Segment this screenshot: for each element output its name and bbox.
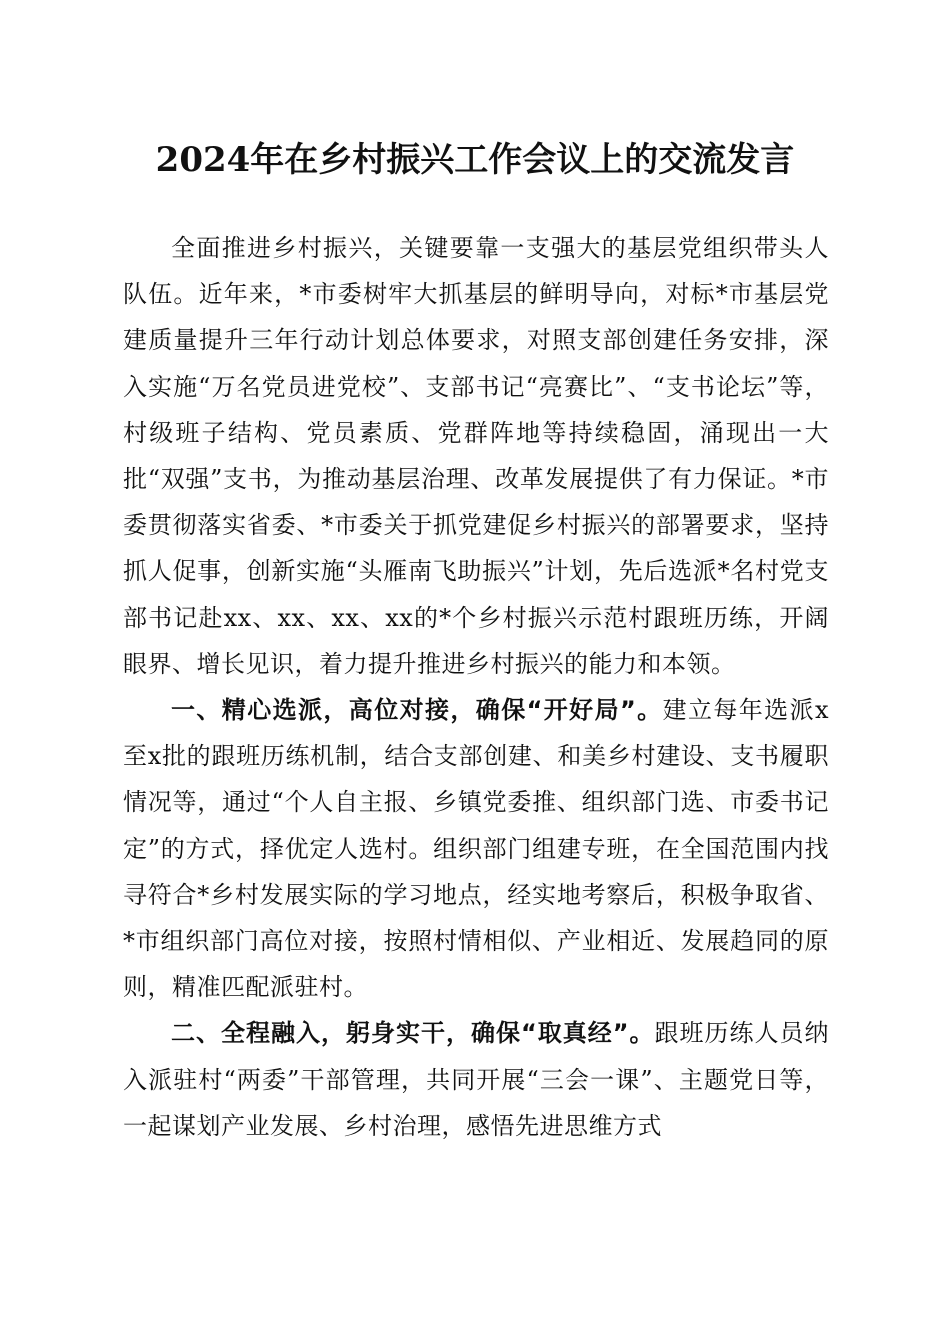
section-heading-1: 一、精心选派，高位对接，确保“开好局”。 <box>171 696 663 725</box>
document-title: 2024年在乡村振兴工作会议上的交流发言 <box>155 140 795 180</box>
document-body <box>123 225 829 1149</box>
intro-paragraph: 全面推进乡村振兴，关键要靠一支强大的基层党组织带头人队伍。近年来，*市委树牢大抓基层的鲜明导向，对标*市基层党建质量提升三年行动计划总体要求，对照支部创建任务安排，深入实施“万名党员进党校”、支部书记“亮赛比”、“支书论坛”等，村级班子结构、党员素质、党群阵地等持续稳固，涌现出一大批“双强”支书，为推动基层治理、改革发展提供了有力保证。*市委贯彻落实省委、*市委关于抓党建促乡村振兴的部署要求，坚持抓人促事，创新实施“头雁南飞助振兴”计划，先后选派*名村党支部书记赴xx、xx、xx、xx的*个乡村振兴示范村跟班历练，开阔眼界、增长见识，着力提升推进乡村振兴的能力和本领。 <box>123 234 829 678</box>
section-text-2: 跟班历练人员纳入派驻村“两委”干部管理，共同开展“三会一课”、主题党日等，一起谋划产业发展、乡村治理，感悟先进思维方式 <box>123 1019 830 1140</box>
section-paragraph-1 <box>123 687 829 1010</box>
section-paragraph-2 <box>123 1010 829 1149</box>
section-text-1: 建立每年选派x至x批的跟班历练机制，结合支部创建、和美乡村建设、支书履职情况等，通过“个人自主报、乡镇党委推、组织部门选、市委书记定”的方式，择优定人选村。组织部门组建专班，在全国范围内找寻符合*乡村发展实际的学习地点，经实地考察后，积极争取省、*市组织部门高位对接，按照村情相似、产业相近、发展趋同的原则，精准匹配派驻村。 <box>123 696 829 1002</box>
section-heading-2: 二、全程融入，躬身实干，确保“取真经”。 <box>171 1019 655 1048</box>
